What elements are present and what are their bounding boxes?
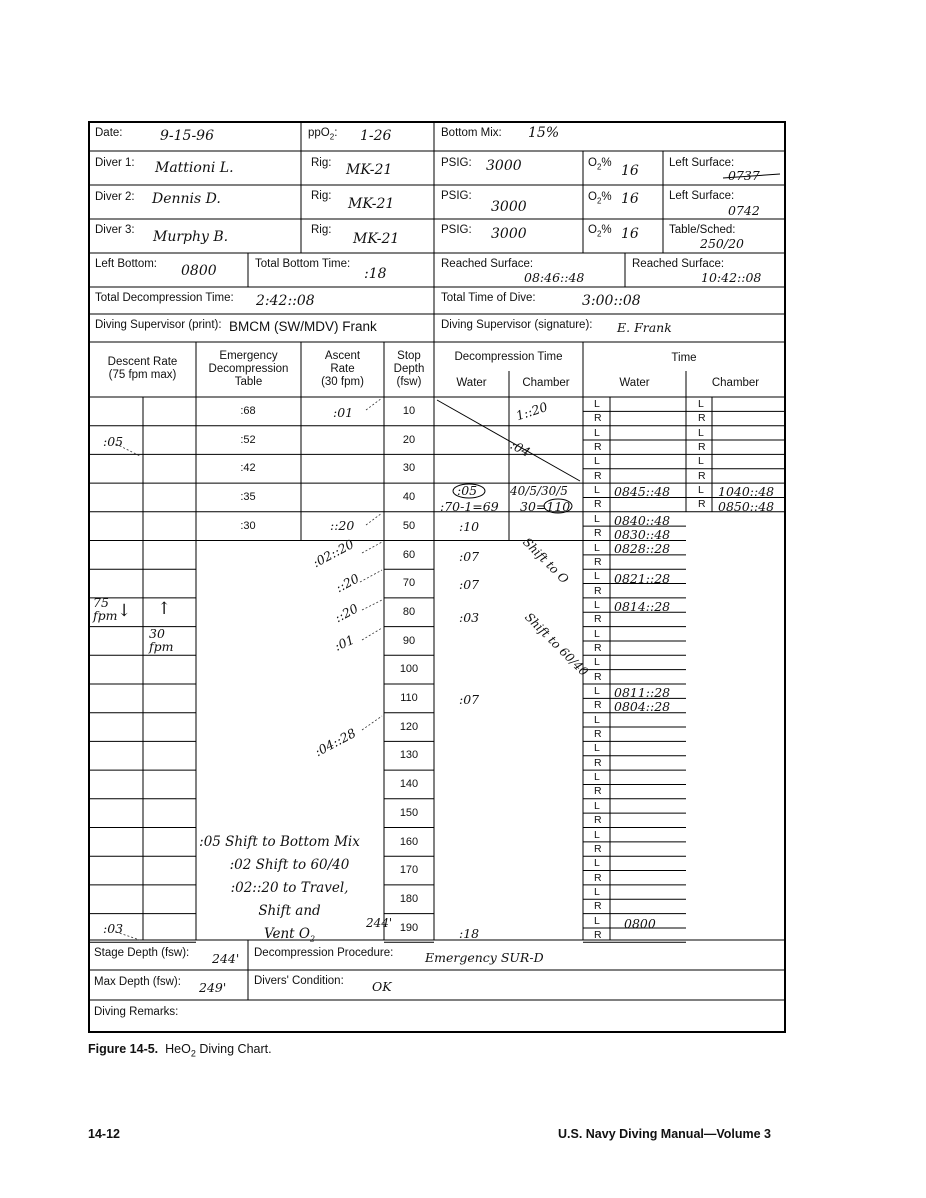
left-bottom-value[interactable]: 0800: [181, 263, 217, 279]
supervisor-sig-label: Diving Supervisor (signature):: [441, 319, 593, 331]
stop-depth-30: 30: [402, 462, 416, 475]
stop-depth-150: 150: [399, 806, 419, 819]
diver3-psig-label: PSIG:: [441, 224, 472, 236]
diver3-o2[interactable]: 16: [621, 226, 639, 242]
arrow-down-icon: ↓: [117, 601, 132, 621]
stop-depth-90: 90: [402, 634, 416, 647]
left-bottom-label: Left Bottom:: [95, 258, 158, 270]
stop-depth-170: 170: [399, 864, 419, 877]
diver1-left-surface[interactable]: 0737: [728, 168, 760, 183]
water-l-100: L: [594, 656, 600, 669]
diver2-name[interactable]: Dennis D.: [152, 191, 221, 207]
reached-surface-label-2: Reached Surface:: [632, 258, 725, 270]
total-decomp-time-value[interactable]: 2:42::08: [256, 293, 315, 309]
total-bottom-time-value[interactable]: :18: [364, 266, 387, 282]
decomp-procedure-value[interactable]: Emergency SUR-D: [425, 950, 544, 965]
stop-depth-120: 120: [399, 720, 419, 733]
stop-depth-40: 40: [402, 491, 416, 504]
water-40b[interactable]: :70-1=69: [440, 499, 499, 514]
water-l-190: L: [594, 914, 600, 927]
water-l-120: L: [594, 713, 600, 726]
time-70-l[interactable]: 0821::28: [614, 571, 671, 586]
water-l-180: L: [594, 885, 600, 898]
time-header: Time: [671, 352, 697, 364]
chamber-r-10: R: [698, 412, 706, 425]
stage-depth-label: Stage Depth (fsw):: [94, 947, 190, 959]
water-r-180: R: [594, 900, 602, 913]
chamber-l-30: L: [698, 455, 704, 468]
arrow-up-icon: ↑: [157, 599, 172, 619]
stop-depth-60: 60: [402, 548, 416, 561]
supervisor-signature[interactable]: E. Frank: [617, 320, 672, 335]
diver1-rig-label: Rig:: [311, 157, 332, 169]
total-bottom-time-label: Total Bottom Time:: [255, 258, 351, 270]
stop-depth-180: 180: [399, 892, 419, 905]
time-40-chamber-r[interactable]: 0850::48: [718, 499, 775, 514]
time-40-water[interactable]: 0845::48: [614, 484, 671, 499]
bottom-mix-value[interactable]: 15%: [528, 125, 560, 141]
table-sched-label: Table/Sched:: [669, 224, 736, 236]
page-number: 14-12: [88, 1127, 120, 1141]
stop-depth-20: 20: [402, 433, 416, 446]
ascent-120[interactable]: :04::28: [312, 725, 359, 760]
diver1-rig[interactable]: MK-21: [346, 162, 393, 178]
reached-surface-value-2[interactable]: 10:42::08: [701, 270, 762, 285]
time-40-chamber-l[interactable]: 1040::48: [718, 484, 775, 499]
stop-depth-100: 100: [399, 663, 419, 676]
date-value[interactable]: 9-15-96: [160, 128, 214, 144]
ascent-30fpm: 30 fpm: [149, 626, 174, 654]
diver2-left-surface-label: Left Surface:: [669, 190, 735, 202]
ascent-50[interactable]: ::20: [330, 518, 355, 533]
reached-surface-value-1[interactable]: 08:46::48: [524, 270, 585, 285]
water-r-110: R: [594, 699, 602, 712]
water-l-50: L: [594, 512, 600, 525]
chamber-l-10: L: [698, 398, 704, 410]
ascent-90[interactable]: :01: [332, 631, 357, 654]
water-l-140: L: [594, 771, 600, 784]
water-r-190: R: [594, 928, 602, 941]
time-190-l[interactable]: 0800: [624, 916, 656, 931]
ascent-70[interactable]: ::20: [333, 570, 362, 596]
water-r-170: R: [594, 871, 602, 884]
diver1-psig-label: PSIG:: [441, 157, 472, 169]
diver3-rig-label: Rig:: [311, 224, 332, 236]
water-r-130: R: [594, 756, 602, 769]
water-l-10: L: [594, 398, 600, 410]
diver2-left-surface[interactable]: 0742: [728, 203, 760, 218]
decomp-time-header: Decompression Time: [454, 351, 563, 363]
diver1-psig[interactable]: 3000: [486, 158, 522, 174]
decomp-water-header: Water: [456, 377, 487, 389]
time-80-l[interactable]: 0814::28: [614, 599, 671, 614]
time-chamber-header: Chamber: [711, 377, 760, 389]
decomp-procedure-label: Decompression Procedure:: [254, 947, 394, 959]
water-r-70: R: [594, 584, 602, 597]
diver2-label: Diver 2:: [95, 191, 135, 203]
stop-depth-10: 10: [402, 405, 416, 417]
water-l-130: L: [594, 742, 600, 755]
date-label: Date:: [95, 127, 123, 139]
water-60[interactable]: :07: [459, 549, 480, 564]
emergency-table-header: Emergency Decompression Table: [208, 350, 289, 388]
total-decomp-time-label: Total Decompression Time:: [95, 292, 234, 304]
water-70[interactable]: :07: [459, 577, 480, 592]
stop-depth-80: 80: [402, 605, 416, 618]
water-l-150: L: [594, 799, 600, 812]
diver2-rig[interactable]: MK-21: [348, 196, 395, 212]
water-r-150: R: [594, 814, 602, 827]
divers-condition-label: Divers' Condition:: [254, 975, 344, 987]
stage-depth-value[interactable]: 244': [212, 951, 240, 966]
diver2-psig-label: PSIG:: [441, 190, 472, 202]
water-l-60: L: [594, 541, 600, 554]
total-time-of-dive-value[interactable]: 3:00::08: [582, 293, 641, 309]
stop-depth-140: 140: [399, 778, 419, 791]
stage-depth-note: 244': [366, 916, 393, 930]
figure-caption: Figure 14-5. HeO$_2$ Diving Chart.: [88, 1042, 272, 1059]
diver2-o2-label: $O_2\%$: [588, 191, 612, 206]
stop-depth-130: 130: [399, 749, 419, 762]
chamber-l-20: L: [698, 426, 704, 439]
water-l-80: L: [594, 598, 600, 611]
reached-surface-label-1: Reached Surface:: [441, 258, 534, 270]
diver2-rig-label: Rig:: [311, 190, 332, 202]
emergency-table-30: :42: [240, 462, 256, 475]
handwritten-notes: :05 Shift to Bottom Mix :02 Shift to 60/40 :02::20 to Travel, Shift and Vent $O_2$: [199, 834, 360, 944]
stop-depth-70: 70: [402, 577, 416, 590]
max-depth-value[interactable]: 249': [199, 980, 227, 995]
diver1-o2[interactable]: 16: [621, 163, 639, 179]
water-r-90: R: [594, 641, 602, 654]
water-l-160: L: [594, 828, 600, 841]
emergency-table-40: :35: [240, 491, 256, 504]
diver1-o2-label: $O_2\%$: [588, 157, 612, 172]
emergency-table-20: :52: [240, 433, 256, 446]
diver1-name[interactable]: Mattioni L.: [155, 160, 234, 176]
decomp-chamber-header: Chamber: [522, 377, 570, 389]
water-80[interactable]: :03: [459, 610, 480, 625]
water-r-20: R: [594, 441, 602, 454]
time-50-r[interactable]: 0830::48: [614, 527, 671, 542]
descent-05[interactable]: :05: [103, 434, 124, 449]
descent-rate-header: Descent Rate (75 fpm max): [107, 356, 178, 381]
water-190[interactable]: :18: [459, 926, 480, 941]
shift-to-o2: Shift to O: [520, 535, 572, 587]
water-r-120: R: [594, 728, 602, 741]
shift-to-6040: Shift to 60/40: [522, 610, 591, 679]
table-sched-value[interactable]: 250/20: [700, 236, 744, 251]
ascent-10[interactable]: :01: [333, 405, 354, 420]
diver1-label: Diver 1:: [95, 157, 135, 169]
chamber-40b[interactable]: 30=110: [520, 499, 571, 514]
water-r-40: R: [594, 498, 602, 511]
ascent-rate-header: Ascent Rate (30 fpm): [321, 350, 364, 388]
water-r-160: R: [594, 842, 602, 855]
water-l-170: L: [594, 857, 600, 870]
total-time-of-dive-label: Total Time of Dive:: [441, 292, 536, 304]
descent-03[interactable]: :03: [103, 921, 124, 936]
ascent-80[interactable]: ::20: [332, 600, 361, 626]
emergency-table-50: :30: [240, 519, 256, 532]
diver2-o2[interactable]: 16: [621, 191, 639, 207]
time-110-r[interactable]: 0804::28: [614, 699, 671, 714]
time-110-l[interactable]: 0811::28: [614, 685, 671, 700]
water-l-20: L: [594, 426, 600, 439]
diver1-left-surface-label: Left Surface:: [669, 157, 735, 169]
ppo2-value[interactable]: 1-26: [360, 128, 392, 144]
water-l-90: L: [594, 627, 600, 640]
diver2-psig[interactable]: 3000: [491, 199, 527, 215]
descent-75fpm: 75 fpm: [93, 595, 118, 623]
water-r-50: R: [594, 527, 602, 540]
stop-depth-110: 110: [400, 692, 418, 704]
water-50[interactable]: :10: [459, 519, 480, 534]
stop-depth-160: 160: [399, 835, 419, 848]
stop-depth-50: 50: [402, 519, 416, 532]
divers-condition-value[interactable]: OK: [372, 979, 392, 994]
water-r-80: R: [594, 613, 602, 626]
time-60-l[interactable]: 0828::28: [614, 541, 671, 556]
chamber-10[interactable]: 1::20: [514, 399, 550, 424]
water-l-30: L: [594, 455, 600, 468]
chamber-r-40: R: [698, 498, 706, 511]
diver3-label: Diver 3:: [95, 224, 135, 236]
manual-title: U.S. Navy Diving Manual—Volume 3: [558, 1127, 772, 1141]
bottom-mix-label: Bottom Mix:: [441, 127, 502, 139]
diver3-o2-label: $O_2\%$: [588, 224, 612, 239]
emergency-table-10: :68: [240, 405, 256, 417]
chamber-l-40: L: [698, 484, 704, 497]
water-l-110: L: [594, 685, 600, 697]
chamber-40a[interactable]: 40/5/30/5: [510, 484, 568, 498]
supervisor-print-value[interactable]: BMCM (SW/MDV) Frank: [229, 319, 377, 334]
water-110[interactable]: :07: [459, 692, 480, 707]
chamber-20[interactable]: :04: [507, 437, 533, 460]
diver3-psig[interactable]: 3000: [491, 226, 527, 242]
diver3-name[interactable]: Murphy B.: [153, 229, 229, 245]
water-r-60: R: [594, 555, 602, 568]
water-r-10: R: [594, 412, 602, 425]
ascent-60[interactable]: :02::20: [310, 536, 357, 571]
water-l-40: L: [594, 484, 600, 497]
stop-depth-190: 190: [399, 921, 419, 934]
time-50-l[interactable]: 0840::48: [614, 513, 671, 528]
ppo2-label: ppO$_2$:: [308, 127, 338, 142]
supervisor-print-label: Diving Supervisor (print):: [95, 319, 222, 331]
water-r-100: R: [594, 670, 602, 683]
water-l-70: L: [594, 570, 600, 583]
diver3-rig[interactable]: MK-21: [353, 231, 400, 247]
chamber-r-20: R: [698, 441, 706, 454]
water-r-30: R: [594, 469, 602, 482]
time-water-header: Water: [619, 377, 650, 389]
water-r-140: R: [594, 785, 602, 798]
chamber-r-30: R: [698, 469, 706, 482]
max-depth-label: Max Depth (fsw):: [94, 976, 181, 988]
diving-remarks-label: Diving Remarks:: [94, 1006, 179, 1018]
stop-depth-header: Stop Depth (fsw): [393, 350, 425, 388]
water-40a[interactable]: :05: [457, 483, 478, 498]
